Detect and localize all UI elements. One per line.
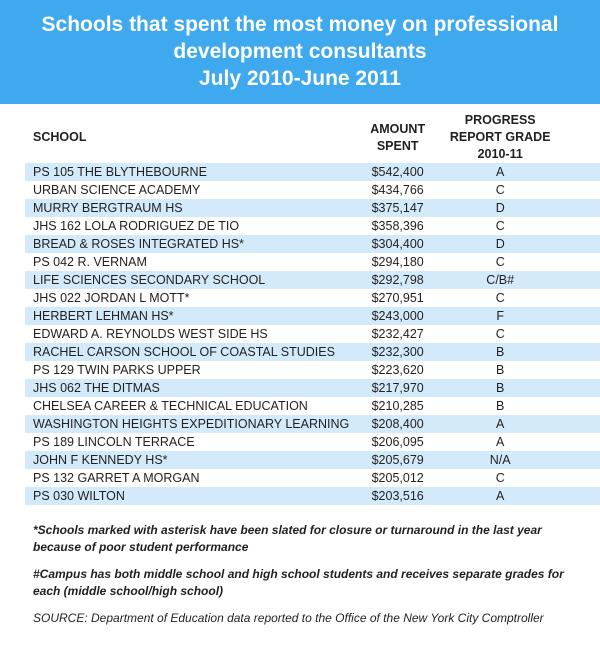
schools-table <box>25 112 600 505</box>
amount-cell: $217,970 <box>349 379 446 397</box>
school-cell: EDWARD A. REYNOLDS WEST SIDE HS <box>33 327 268 341</box>
school-cell: JHS 022 JORDAN L MOTT* <box>33 291 190 305</box>
grade-cell: C <box>495 471 505 485</box>
header-amount-line: AMOUNT <box>370 121 426 136</box>
grade-cell: C/B# <box>446 271 554 289</box>
row-spacer <box>554 289 600 307</box>
table-row <box>25 379 600 397</box>
row-spacer <box>554 199 600 217</box>
grade-cell: D <box>446 235 554 253</box>
school-cell: JHS 162 LOLA RODRIGUEZ DE TIO <box>33 219 240 233</box>
header-grade-line: PROGRESS <box>464 113 536 127</box>
table-row <box>25 325 600 343</box>
table-row <box>25 217 600 235</box>
amount-cell: $203,516 <box>349 487 446 505</box>
row-spacer <box>554 451 600 469</box>
table-row <box>25 235 600 253</box>
header-amount-line: SPENT <box>376 138 419 153</box>
grade-cell: A <box>446 415 554 433</box>
row-spacer <box>554 163 600 181</box>
school-cell: PS 189 LINCOLN TERRACE <box>33 435 195 449</box>
school-cell: JHS 062 THE DITMAS <box>25 379 349 397</box>
grade-cell: B <box>496 399 505 413</box>
row-spacer <box>554 361 600 379</box>
title-line-1: Schools that spent the most money on professional <box>41 13 559 36</box>
amount-cell: $210,285 <box>371 399 424 413</box>
table-row <box>25 397 600 415</box>
amount-cell: $243,000 <box>349 307 446 325</box>
row-spacer <box>554 379 600 397</box>
row-spacer <box>554 433 600 451</box>
grade-cell: C <box>495 291 505 305</box>
header-grade <box>446 112 554 163</box>
grade-cell: B <box>446 343 554 361</box>
school-cell: PS 042 R. VERNAM <box>33 255 147 269</box>
table-row <box>25 253 600 271</box>
grade-cell: N/A <box>446 451 554 469</box>
footnotes <box>33 522 578 637</box>
amount-cell: $270,951 <box>371 291 424 305</box>
row-spacer <box>554 343 600 361</box>
table-row <box>25 433 600 451</box>
school-cell: BREAD & ROSES INTEGRATED HS* <box>25 235 349 253</box>
amount-cell: $206,095 <box>371 435 424 449</box>
table-row <box>25 451 600 469</box>
school-cell: PS 129 TWIN PARKS UPPER <box>33 363 201 377</box>
source-note: SOURCE: Department of Education data reported to the Office of the New York City Comptroller <box>33 611 544 625</box>
school-cell: CHELSEA CAREER & TECHNICAL EDUCATION <box>33 399 308 413</box>
amount-cell: $205,679 <box>349 451 446 469</box>
amount-cell: $294,180 <box>371 255 424 269</box>
header-spacer <box>554 112 600 163</box>
grade-cell: C <box>495 255 505 269</box>
title-banner <box>0 0 600 104</box>
grade-cell: D <box>446 199 554 217</box>
grade-cell: C <box>495 183 505 197</box>
amount-cell: $223,620 <box>371 363 424 377</box>
header-school-label: SCHOOL <box>33 130 87 144</box>
hash-note: #Campus has both middle school and high school students and receives separate grades for each (middle school/high school) <box>33 567 564 598</box>
school-cell: HERBERT LEHMAN HS* <box>25 307 349 325</box>
school-cell: PS 132 GARRET A MORGAN <box>33 471 200 485</box>
table-row <box>25 361 600 379</box>
row-spacer <box>554 271 600 289</box>
table-row <box>25 271 600 289</box>
amount-cell: $232,427 <box>371 327 424 341</box>
header-amount <box>349 112 446 163</box>
row-spacer <box>554 307 600 325</box>
header-grade-line: 2010-11 <box>477 147 523 161</box>
amount-cell: $232,300 <box>349 343 446 361</box>
asterisk-note: *Schools marked with asterisk have been slated for closure or turnaround in the last year because of poor student performance <box>33 523 542 554</box>
school-cell: MURRY BERGTRAUM HS <box>25 199 349 217</box>
table-row <box>25 415 600 433</box>
school-cell: WASHINGTON HEIGHTS EXPEDITIONARY LEARNING <box>25 415 349 433</box>
school-cell: LIFE SCIENCES SECONDARY SCHOOL <box>25 271 349 289</box>
amount-cell: $205,012 <box>371 471 424 485</box>
table-header-row <box>25 112 600 163</box>
row-spacer <box>554 217 600 235</box>
school-cell: RACHEL CARSON SCHOOL OF COASTAL STUDIES <box>25 343 349 361</box>
amount-cell: $375,147 <box>349 199 446 217</box>
amount-cell: $292,798 <box>349 271 446 289</box>
row-spacer <box>554 325 600 343</box>
row-spacer <box>554 469 600 487</box>
table-row <box>25 343 600 361</box>
table-row <box>25 181 600 199</box>
grade-cell: C <box>495 327 505 341</box>
title-line-2: development consultants <box>173 40 427 63</box>
row-spacer <box>554 253 600 271</box>
table-row <box>25 289 600 307</box>
amount-cell: $358,396 <box>371 219 424 233</box>
table-row <box>25 487 600 505</box>
grade-cell: B <box>496 363 505 377</box>
school-cell: PS 105 THE BLYTHEBOURNE <box>25 163 349 181</box>
header-grade-line: REPORT GRADE <box>449 130 551 144</box>
amount-cell: $542,400 <box>349 163 446 181</box>
grade-cell: C <box>495 219 505 233</box>
table-row <box>25 307 600 325</box>
row-spacer <box>554 235 600 253</box>
table-row <box>25 163 600 181</box>
amount-cell: $434,766 <box>371 183 424 197</box>
row-spacer <box>554 181 600 199</box>
row-spacer <box>554 397 600 415</box>
grade-cell: A <box>496 435 505 449</box>
title-line-3: July 2010-June 2011 <box>199 67 401 90</box>
school-cell: JOHN F KENNEDY HS* <box>25 451 349 469</box>
grade-cell: F <box>446 307 554 325</box>
header-school <box>25 112 349 163</box>
grade-cell: A <box>446 487 554 505</box>
amount-cell: $304,400 <box>349 235 446 253</box>
amount-cell: $208,400 <box>349 415 446 433</box>
table-row <box>25 199 600 217</box>
grade-cell: A <box>446 163 554 181</box>
school-cell: PS 030 WILTON <box>25 487 349 505</box>
table-row <box>25 469 600 487</box>
row-spacer <box>554 415 600 433</box>
row-spacer <box>554 487 600 505</box>
school-cell: URBAN SCIENCE ACADEMY <box>33 183 201 197</box>
grade-cell: B <box>446 379 554 397</box>
